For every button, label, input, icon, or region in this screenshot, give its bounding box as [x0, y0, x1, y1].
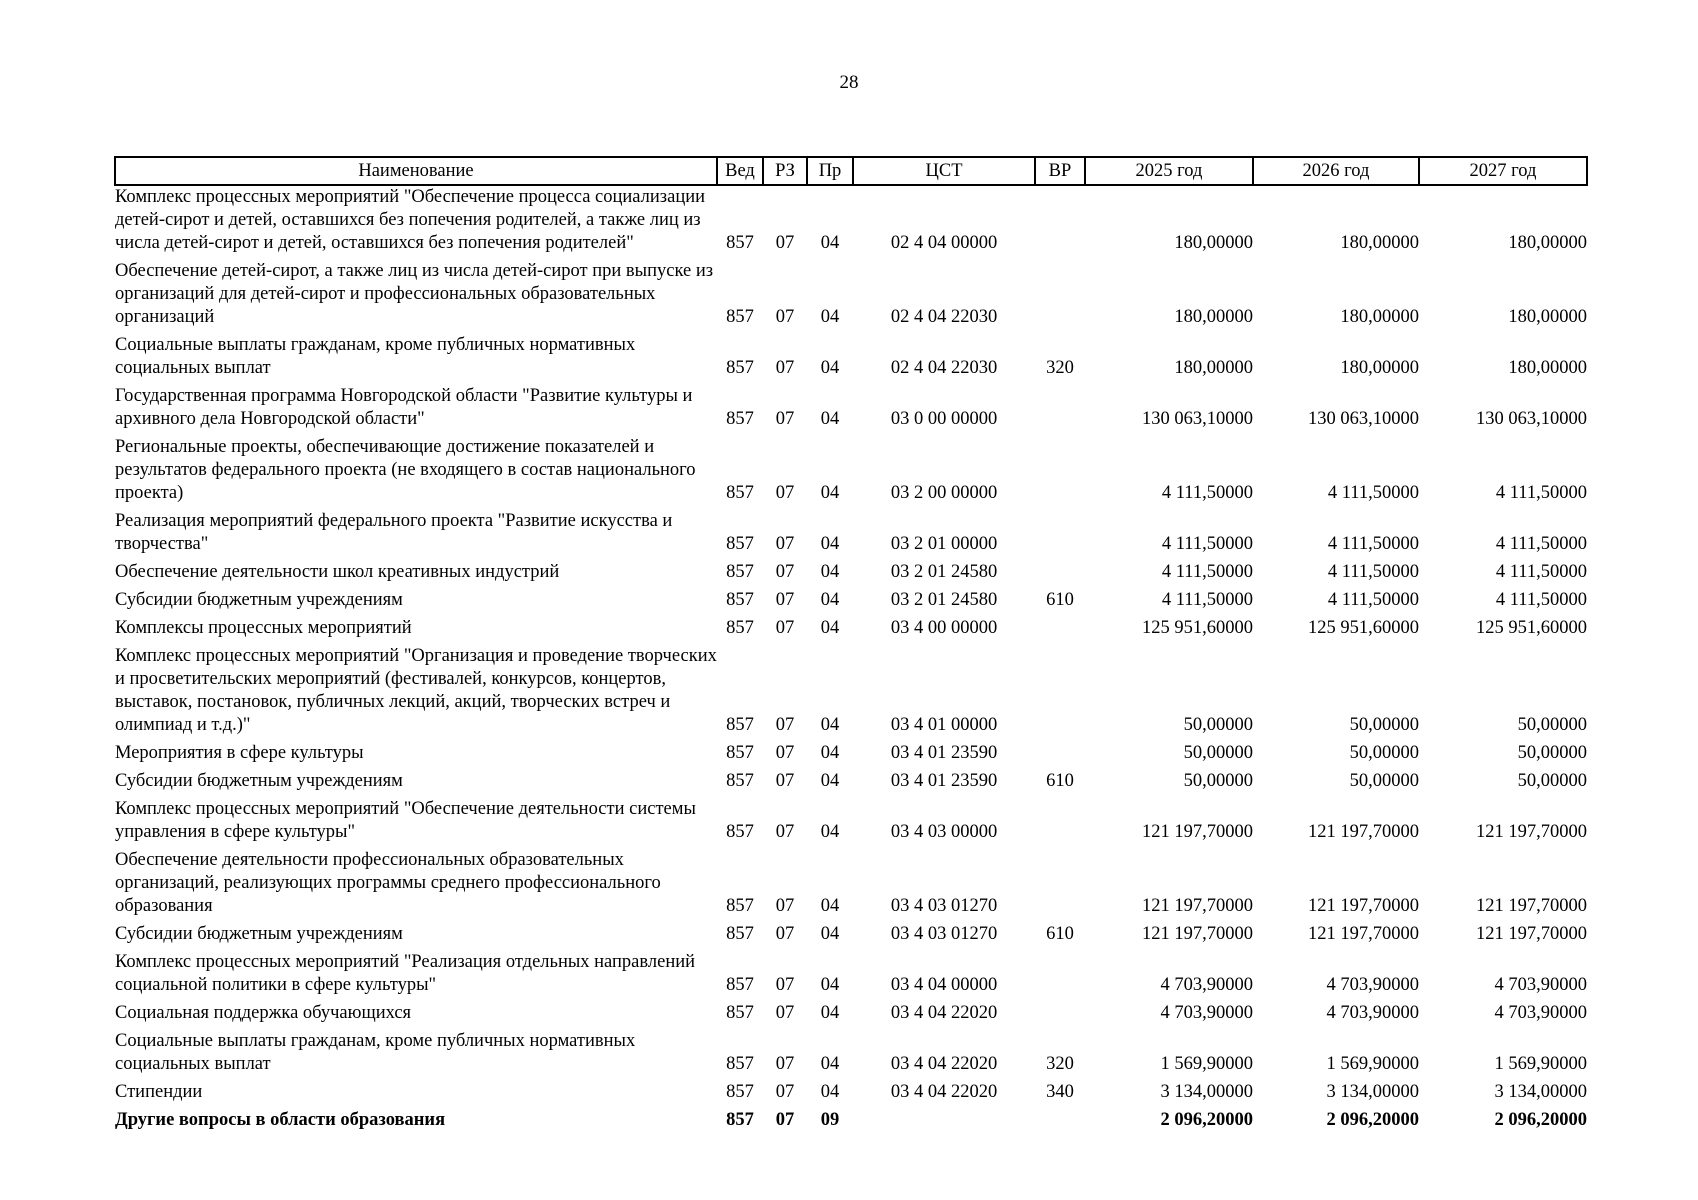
cell-pr: 04 [820, 715, 840, 735]
cell-2026: 1 569,90000 [1326, 1054, 1419, 1074]
cell-2026: 4 111,50000 [1327, 534, 1419, 554]
header-pr: Пр [807, 157, 853, 185]
cell-name: Обеспечение деятельности школ креативных индустрий [115, 562, 560, 582]
cell-pr: 04 [820, 822, 840, 842]
cell-cst: 03 2 01 24580 [890, 590, 998, 610]
table-row [115, 923, 1587, 951]
cell-2025: 4 703,90000 [1160, 975, 1253, 995]
cell-pr: 04 [820, 358, 840, 378]
cell-2025: 121 197,70000 [1142, 924, 1253, 944]
cell-name: Обеспечение деятельности профессиональных образовательных организаций, реализующих программы среднего профессионального образования [115, 850, 661, 916]
cell-ved: 857 [726, 1110, 754, 1130]
cell-2026: 4 111,50000 [1327, 562, 1419, 582]
cell-2026: 50,00000 [1349, 715, 1419, 735]
cell-pr: 04 [820, 1054, 840, 1074]
cell-cst: 03 2 01 24580 [890, 562, 998, 582]
header-rz: РЗ [763, 157, 807, 185]
cell-2026: 4 111,50000 [1327, 483, 1419, 503]
header-name: Наименование [115, 157, 717, 185]
cell-2025: 50,00000 [1183, 715, 1253, 735]
cell-vr [1035, 561, 1085, 589]
cell-ved: 857 [726, 975, 754, 995]
cell-2026: 4 703,90000 [1326, 975, 1419, 995]
cell-2025: 3 134,00000 [1160, 1082, 1253, 1102]
cell-ved: 857 [726, 715, 754, 735]
cell-rz: 07 [775, 483, 795, 503]
table-row [115, 561, 1587, 589]
cell-pr: 04 [820, 896, 840, 916]
cell-rz: 07 [775, 743, 795, 763]
cell-rz: 07 [775, 924, 795, 944]
cell-cst: 02 4 04 22030 [890, 358, 998, 378]
cell-ved: 857 [726, 233, 754, 253]
cell-2026: 50,00000 [1349, 743, 1419, 763]
table-row [115, 185, 1587, 260]
cell-2027: 180,00000 [1508, 358, 1587, 378]
cell-2026: 130 063,10000 [1308, 409, 1419, 429]
table-row [115, 260, 1587, 334]
cell-pr: 04 [820, 409, 840, 429]
cell-2027: 4 111,50000 [1495, 483, 1587, 503]
cell-pr: 04 [820, 483, 840, 503]
page-number: 28 [839, 72, 859, 93]
cell-pr: 04 [820, 307, 840, 327]
cell-2025: 4 111,50000 [1161, 562, 1253, 582]
table-row [115, 951, 1587, 1002]
cell-rz: 07 [775, 1110, 795, 1130]
cell-2025: 50,00000 [1183, 743, 1253, 763]
cell-name: Субсидии бюджетным учреждениям [115, 771, 403, 791]
cell-2027: 180,00000 [1508, 233, 1587, 253]
cell-ved: 857 [726, 562, 754, 582]
cell-rz: 07 [775, 896, 795, 916]
cell-rz: 07 [775, 822, 795, 842]
cell-2026: 2 096,20000 [1326, 1110, 1419, 1130]
cell-ved: 857 [726, 771, 754, 791]
cell-rz: 07 [775, 590, 795, 610]
cell-name: Комплекс процессных мероприятий "Организация и проведение творческих и просветительских мероприятий (фестивалей, конкурсов, концертов, выставок, постановок, публичных лекций, акций, творческих встреч и олимпиад и т.д.)" [115, 646, 717, 735]
table-row [115, 849, 1587, 923]
cell-ved: 857 [726, 822, 754, 842]
header-cst: ЦСТ [853, 157, 1035, 185]
budget-table [114, 156, 1588, 1137]
cell-name: Комплексы процессных мероприятий [115, 618, 412, 638]
header-2027: 2027 год [1419, 157, 1587, 185]
cell-2027: 4 703,90000 [1494, 1003, 1587, 1023]
cell-2027: 2 096,20000 [1494, 1110, 1587, 1130]
cell-vr [1035, 1109, 1085, 1137]
cell-rz: 07 [775, 1082, 795, 1102]
table-row [115, 645, 1587, 742]
cell-pr: 04 [820, 618, 840, 638]
cell-ved: 857 [726, 896, 754, 916]
cell-2026: 121 197,70000 [1308, 822, 1419, 842]
cell-rz: 07 [775, 233, 795, 253]
cell-vr [1035, 617, 1085, 645]
cell-ved: 857 [726, 409, 754, 429]
header-ved: Вед [717, 157, 763, 185]
cell-vr [1035, 1002, 1085, 1030]
cell-cst: 03 4 01 23590 [890, 743, 998, 763]
table-row [115, 1081, 1587, 1109]
cell-2027: 50,00000 [1517, 771, 1587, 791]
cell-2025: 121 197,70000 [1142, 896, 1253, 916]
cell-2027: 125 951,60000 [1476, 618, 1587, 638]
cell-2026: 125 951,60000 [1308, 618, 1419, 638]
cell-name: Государственная программа Новгородской области "Развитие культуры и архивного дела Новгородской области" [115, 386, 693, 429]
cell-2025: 4 703,90000 [1160, 1003, 1253, 1023]
cell-cst: 03 4 01 00000 [890, 715, 998, 735]
cell-vr: 610 [1046, 771, 1074, 791]
cell-2027: 1 569,90000 [1494, 1054, 1587, 1074]
cell-2025: 180,00000 [1174, 307, 1253, 327]
cell-2027: 4 111,50000 [1495, 590, 1587, 610]
cell-cst: 03 4 03 00000 [890, 822, 998, 842]
cell-2027: 50,00000 [1517, 743, 1587, 763]
cell-pr: 04 [820, 975, 840, 995]
cell-2025: 130 063,10000 [1142, 409, 1253, 429]
cell-2026: 4 703,90000 [1326, 1003, 1419, 1023]
cell-2027: 121 197,70000 [1476, 924, 1587, 944]
cell-2027: 4 703,90000 [1494, 975, 1587, 995]
cell-name: Региональные проекты, обеспечивающие достижение показателей и результатов федерального проекта (не входящего в состав национального проекта) [115, 437, 696, 503]
cell-vr [1035, 742, 1085, 770]
header-2026: 2026 год [1253, 157, 1419, 185]
cell-name: Социальные выплаты гражданам, кроме публичных нормативных социальных выплат [115, 335, 636, 378]
table-row [115, 1030, 1587, 1081]
cell-name: Стипендии [115, 1082, 203, 1102]
cell-vr [1035, 185, 1085, 260]
cell-ved: 857 [726, 618, 754, 638]
table-row [115, 436, 1587, 510]
cell-ved: 857 [726, 1003, 754, 1023]
cell-name: Субсидии бюджетным учреждениям [115, 924, 403, 944]
table-row [115, 617, 1587, 645]
cell-cst: 03 4 04 22020 [890, 1003, 998, 1023]
cell-2027: 3 134,00000 [1494, 1082, 1587, 1102]
cell-cst: 03 4 04 22020 [890, 1082, 998, 1102]
cell-rz: 07 [775, 358, 795, 378]
cell-pr: 04 [820, 771, 840, 791]
table-row [115, 742, 1587, 770]
cell-vr [1035, 385, 1085, 436]
cell-name: Комплекс процессных мероприятий "Обеспечение деятельности системы управления в сфере культуры" [115, 799, 696, 842]
header-vr: ВР [1035, 157, 1085, 185]
cell-pr: 04 [820, 562, 840, 582]
cell-ved: 857 [726, 1082, 754, 1102]
cell-name: Мероприятия в сфере культуры [115, 743, 364, 763]
cell-cst [853, 1109, 1035, 1137]
cell-vr [1035, 645, 1085, 742]
table-row [115, 385, 1587, 436]
cell-ved: 857 [726, 483, 754, 503]
cell-2027: 4 111,50000 [1495, 562, 1587, 582]
cell-pr: 04 [820, 233, 840, 253]
cell-2025: 4 111,50000 [1161, 534, 1253, 554]
cell-ved: 857 [726, 590, 754, 610]
cell-rz: 07 [775, 409, 795, 429]
cell-vr: 340 [1046, 1082, 1074, 1102]
cell-ved: 857 [726, 534, 754, 554]
cell-cst: 03 4 03 01270 [890, 924, 998, 944]
cell-2027: 121 197,70000 [1476, 822, 1587, 842]
cell-rz: 07 [775, 307, 795, 327]
cell-name: Реализация мероприятий федерального проекта "Развитие искусства и творчества" [115, 511, 673, 554]
table-row [115, 334, 1587, 385]
cell-2025: 121 197,70000 [1142, 822, 1253, 842]
cell-pr: 04 [820, 534, 840, 554]
cell-2027: 130 063,10000 [1476, 409, 1587, 429]
cell-rz: 07 [775, 975, 795, 995]
cell-2025: 1 569,90000 [1160, 1054, 1253, 1074]
cell-2025: 4 111,50000 [1161, 590, 1253, 610]
cell-rz: 07 [775, 771, 795, 791]
cell-vr: 320 [1046, 358, 1074, 378]
cell-name: Обеспечение детей-сирот, а также лиц из числа детей-сирот при выпуске из организаций для детей-сирот и профессиональных образовательных организаций [115, 261, 714, 327]
cell-2026: 50,00000 [1349, 771, 1419, 791]
cell-2026: 121 197,70000 [1308, 924, 1419, 944]
cell-vr [1035, 798, 1085, 849]
cell-name: Комплекс процессных мероприятий "Обеспечение процесса социализации детей-сирот и детей, оставшихся без попечения родителей, а также лиц из числа детей-сирот и детей, оставшихся без попечения родителей" [115, 187, 706, 253]
table-header-row [115, 157, 1587, 185]
table-row [115, 1002, 1587, 1030]
cell-pr: 04 [820, 743, 840, 763]
cell-vr [1035, 849, 1085, 923]
cell-2025: 125 951,60000 [1142, 618, 1253, 638]
cell-vr: 610 [1046, 924, 1074, 944]
cell-2027: 4 111,50000 [1495, 534, 1587, 554]
table-row [115, 510, 1587, 561]
table-row [115, 770, 1587, 798]
cell-ved: 857 [726, 1054, 754, 1074]
cell-2025: 50,00000 [1183, 771, 1253, 791]
cell-vr [1035, 260, 1085, 334]
table-row [115, 798, 1587, 849]
cell-vr: 320 [1046, 1054, 1074, 1074]
cell-2025: 180,00000 [1174, 233, 1253, 253]
cell-cst: 03 4 00 00000 [890, 618, 998, 638]
cell-pr: 04 [820, 1082, 840, 1102]
cell-ved: 857 [726, 924, 754, 944]
cell-name: Субсидии бюджетным учреждениям [115, 590, 403, 610]
cell-name: Социальные выплаты гражданам, кроме публичных нормативных социальных выплат [115, 1031, 636, 1074]
cell-2025: 2 096,20000 [1160, 1110, 1253, 1130]
cell-2025: 180,00000 [1174, 358, 1253, 378]
cell-rz: 07 [775, 618, 795, 638]
cell-2026: 180,00000 [1340, 307, 1419, 327]
cell-cst: 03 0 00 00000 [890, 409, 998, 429]
cell-2027: 180,00000 [1508, 307, 1587, 327]
cell-vr: 610 [1046, 590, 1074, 610]
cell-cst: 03 2 01 00000 [890, 534, 998, 554]
table-body [115, 185, 1587, 1137]
cell-cst: 02 4 04 00000 [890, 233, 998, 253]
cell-pr: 04 [820, 590, 840, 610]
cell-cst: 03 4 04 22020 [890, 1054, 998, 1074]
cell-rz: 07 [775, 715, 795, 735]
cell-2026: 121 197,70000 [1308, 896, 1419, 916]
cell-2027: 121 197,70000 [1476, 896, 1587, 916]
cell-ved: 857 [726, 358, 754, 378]
cell-2027: 50,00000 [1517, 715, 1587, 735]
cell-rz: 07 [775, 534, 795, 554]
cell-cst: 03 2 00 00000 [890, 483, 998, 503]
cell-vr [1035, 951, 1085, 1002]
cell-rz: 07 [775, 1054, 795, 1074]
cell-2026: 180,00000 [1340, 233, 1419, 253]
cell-cst: 03 4 01 23590 [890, 771, 998, 791]
header-2025: 2025 год [1085, 157, 1253, 185]
cell-2026: 180,00000 [1340, 358, 1419, 378]
table-row [115, 1109, 1587, 1137]
cell-ved: 857 [726, 307, 754, 327]
cell-vr [1035, 510, 1085, 561]
cell-ved: 857 [726, 743, 754, 763]
cell-rz: 07 [775, 1003, 795, 1023]
cell-cst: 02 4 04 22030 [890, 307, 998, 327]
cell-rz: 07 [775, 562, 795, 582]
cell-2025: 4 111,50000 [1161, 483, 1253, 503]
cell-vr [1035, 436, 1085, 510]
cell-name: Комплекс процессных мероприятий "Реализация отдельных направлений социальной политики в сфере культуры" [115, 952, 696, 995]
cell-cst: 03 4 04 00000 [890, 975, 998, 995]
cell-pr: 09 [820, 1110, 840, 1130]
cell-2026: 3 134,00000 [1326, 1082, 1419, 1102]
table-row [115, 589, 1587, 617]
cell-name: Другие вопросы в области образования [115, 1110, 446, 1130]
cell-pr: 04 [820, 1003, 840, 1023]
cell-name: Социальная поддержка обучающихся [115, 1003, 412, 1023]
cell-pr: 04 [820, 924, 840, 944]
cell-cst: 03 4 03 01270 [890, 896, 998, 916]
cell-2026: 4 111,50000 [1327, 590, 1419, 610]
